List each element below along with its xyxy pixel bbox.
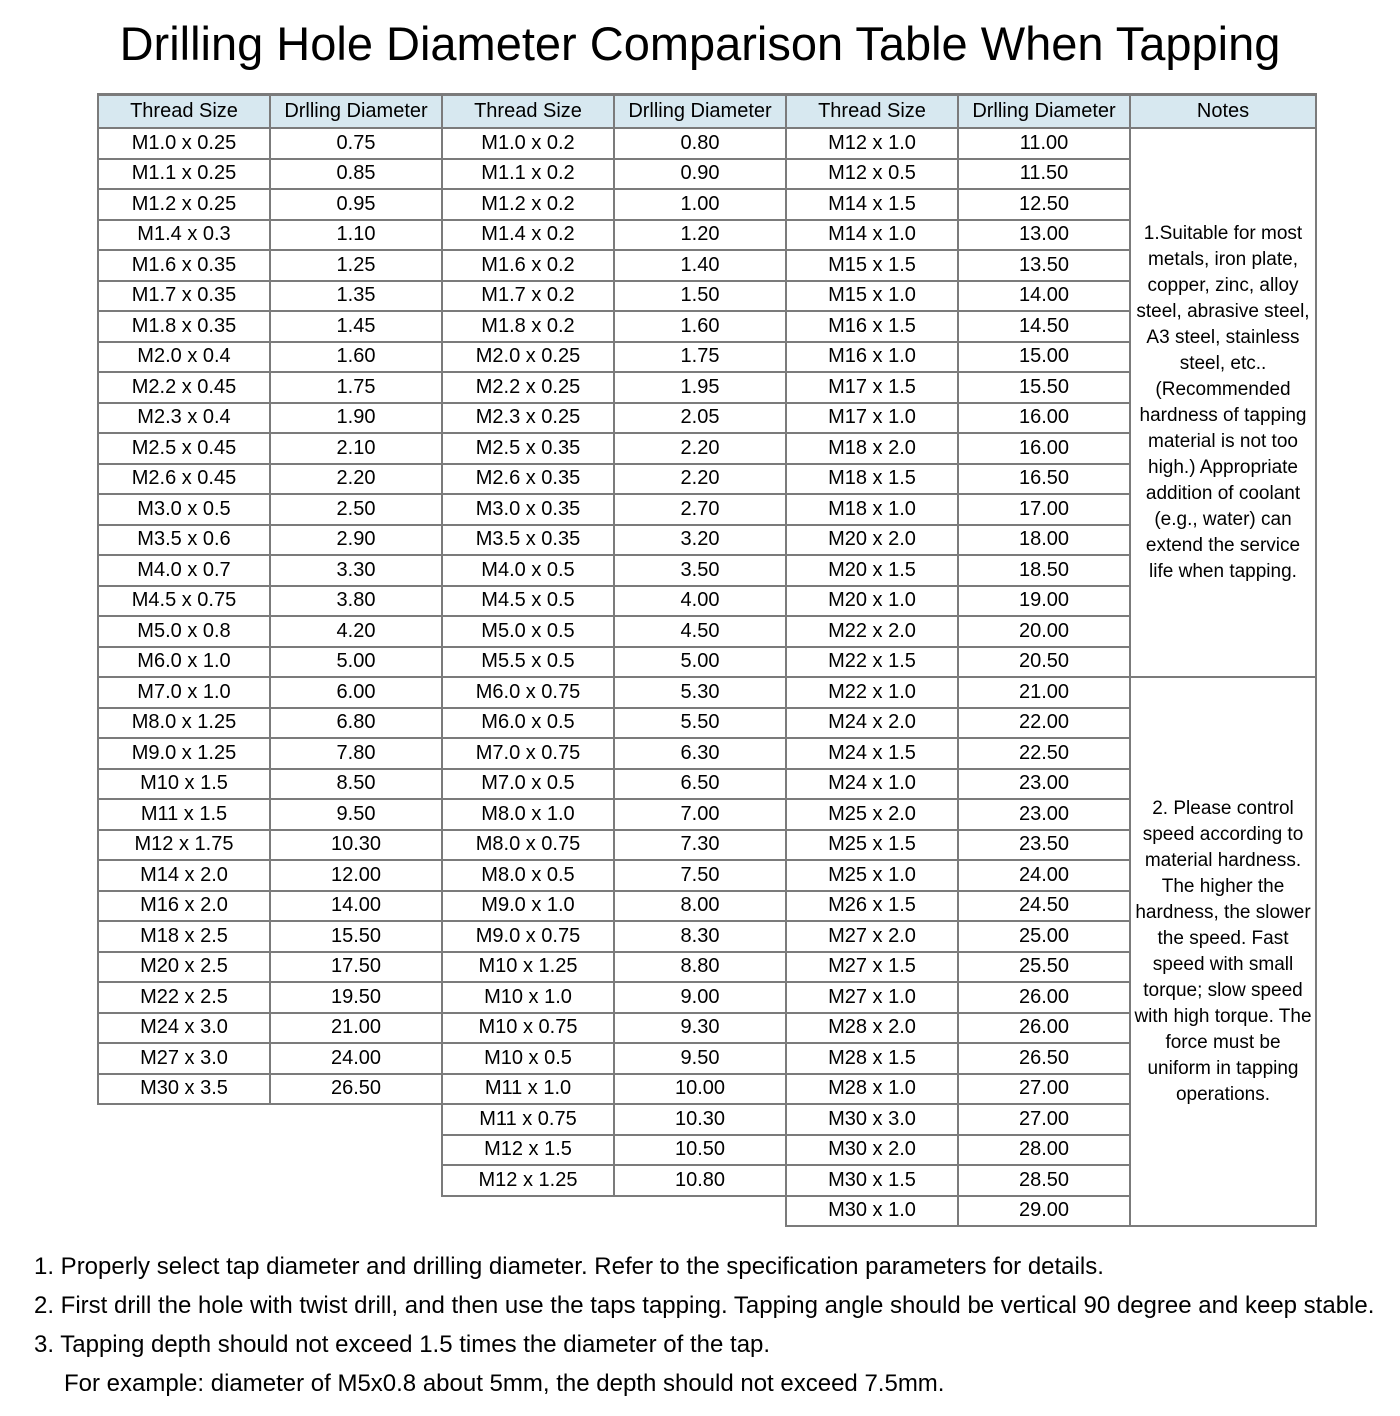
header-drilling-diameter-2: Drlling Diameter xyxy=(614,95,786,129)
drilling-diameter-cell: 28.50 xyxy=(958,1165,1130,1196)
drilling-diameter-cell: 2.20 xyxy=(270,464,442,495)
drilling-diameter-cell: 20.00 xyxy=(958,616,1130,647)
thread-size-cell: M27 x 2.0 xyxy=(786,921,958,952)
drilling-diameter-cell: 7.80 xyxy=(270,738,442,769)
drilling-diameter-cell: 5.30 xyxy=(614,677,786,708)
thread-size-cell: M24 x 1.5 xyxy=(786,738,958,769)
drilling-diameter-cell: 8.30 xyxy=(614,921,786,952)
thread-size-cell: M2.2 x 0.25 xyxy=(442,372,614,403)
drilling-diameter-cell: 10.30 xyxy=(614,1104,786,1135)
table-row xyxy=(98,677,1316,708)
header-drilling-diameter-1: Drlling Diameter xyxy=(270,95,442,129)
thread-size-cell: M18 x 1.5 xyxy=(786,464,958,495)
footer-line-4: For example: diameter of M5x0.8 about 5mm, the depth should not exceed 7.5mm. xyxy=(64,1370,945,1397)
footer-notes xyxy=(34,1253,1400,1398)
footer-line-3: 3. Tapping depth should not exceed 1.5 times the diameter of the tap. xyxy=(34,1331,771,1358)
thread-size-cell: M1.4 x 0.2 xyxy=(442,220,614,251)
thread-size-cell: M11 x 1.5 xyxy=(98,799,270,830)
drilling-diameter-cell: 27.00 xyxy=(958,1104,1130,1135)
drilling-diameter-cell: 22.50 xyxy=(958,738,1130,769)
empty-cell xyxy=(614,1196,786,1227)
thread-size-cell: M1.4 x 0.3 xyxy=(98,220,270,251)
thread-size-cell: M3.5 x 0.6 xyxy=(98,525,270,556)
drilling-diameter-cell: 14.00 xyxy=(958,281,1130,312)
thread-size-cell: M14 x 1.0 xyxy=(786,220,958,251)
thread-size-cell: M28 x 1.0 xyxy=(786,1074,958,1105)
thread-size-cell: M25 x 2.0 xyxy=(786,799,958,830)
thread-size-cell: M12 x 1.5 xyxy=(442,1135,614,1166)
thread-size-cell: M25 x 1.5 xyxy=(786,830,958,861)
thread-size-cell: M14 x 2.0 xyxy=(98,860,270,891)
thread-size-cell: M5.0 x 0.8 xyxy=(98,616,270,647)
drilling-diameter-cell: 3.20 xyxy=(614,525,786,556)
footer-line-2: 2. First drill the hole with twist drill, and then use the taps tapping. Tapping angle should be vertical 90 degree and keep stable. xyxy=(34,1292,1375,1319)
thread-size-cell: M4.0 x 0.7 xyxy=(98,555,270,586)
thread-size-cell: M3.5 x 0.35 xyxy=(442,525,614,556)
thread-size-cell: M12 x 1.25 xyxy=(442,1165,614,1196)
drilling-diameter-cell: 23.50 xyxy=(958,830,1130,861)
drilling-diameter-cell: 6.80 xyxy=(270,708,442,739)
thread-size-cell: M22 x 1.5 xyxy=(786,647,958,678)
thread-size-cell: M15 x 1.5 xyxy=(786,250,958,281)
drilling-diameter-cell: 1.95 xyxy=(614,372,786,403)
drilling-diameter-cell: 26.50 xyxy=(958,1043,1130,1074)
thread-size-cell: M20 x 1.0 xyxy=(786,586,958,617)
drilling-diameter-cell: 8.80 xyxy=(614,952,786,983)
drilling-diameter-cell: 22.00 xyxy=(958,708,1130,739)
drilling-diameter-cell: 1.75 xyxy=(270,372,442,403)
thread-size-cell: M22 x 2.0 xyxy=(786,616,958,647)
thread-size-cell: M18 x 2.5 xyxy=(98,921,270,952)
thread-size-cell: M2.6 x 0.45 xyxy=(98,464,270,495)
drilling-diameter-cell: 16.50 xyxy=(958,464,1130,495)
drilling-diameter-cell: 12.50 xyxy=(958,189,1130,220)
drilling-diameter-cell: 6.30 xyxy=(614,738,786,769)
drilling-diameter-cell: 9.50 xyxy=(614,1043,786,1074)
drilling-diameter-cell: 0.80 xyxy=(614,128,786,159)
thread-size-cell: M17 x 1.0 xyxy=(786,403,958,434)
thread-size-cell: M5.5 x 0.5 xyxy=(442,647,614,678)
drilling-diameter-cell: 1.20 xyxy=(614,220,786,251)
drilling-diameter-cell: 18.50 xyxy=(958,555,1130,586)
note-1: 1.Suitable for most metals, iron plate, copper, zinc, alloy steel, abrasive steel, A3 steel, stainless steel, etc..(Recommended hardness of tapping material is not too high.) Appropriate addition of coolant (e.g., water) can extend the service life when tapping. xyxy=(1130,128,1316,677)
drilling-diameter-cell: 3.50 xyxy=(614,555,786,586)
drilling-diameter-cell: 1.10 xyxy=(270,220,442,251)
thread-size-cell: M4.5 x 0.75 xyxy=(98,586,270,617)
thread-size-cell: M27 x 1.5 xyxy=(786,952,958,983)
drilling-diameter-cell: 23.00 xyxy=(958,769,1130,800)
thread-size-cell: M18 x 1.0 xyxy=(786,494,958,525)
drilling-diameter-cell: 15.50 xyxy=(958,372,1130,403)
drilling-diameter-cell: 2.90 xyxy=(270,525,442,556)
drilling-diameter-cell: 26.00 xyxy=(958,982,1130,1013)
drilling-diameter-cell: 10.80 xyxy=(614,1165,786,1196)
drilling-diameter-cell: 1.45 xyxy=(270,311,442,342)
thread-size-cell: M12 x 1.0 xyxy=(786,128,958,159)
thread-size-cell: M1.0 x 0.25 xyxy=(98,128,270,159)
empty-cell xyxy=(98,1196,270,1227)
drilling-diameter-cell: 23.00 xyxy=(958,799,1130,830)
drilling-diameter-cell: 25.00 xyxy=(958,921,1130,952)
drilling-diameter-cell: 17.00 xyxy=(958,494,1130,525)
thread-size-cell: M14 x 1.5 xyxy=(786,189,958,220)
drilling-diameter-cell: 14.00 xyxy=(270,891,442,922)
header-row xyxy=(98,95,1316,129)
drilling-diameter-cell: 24.00 xyxy=(958,860,1130,891)
drilling-diameter-cell: 15.50 xyxy=(270,921,442,952)
thread-size-cell: M12 x 1.75 xyxy=(98,830,270,861)
drilling-diameter-cell: 1.25 xyxy=(270,250,442,281)
drilling-comparison-table xyxy=(97,93,1317,1227)
thread-size-cell: M2.5 x 0.45 xyxy=(98,433,270,464)
thread-size-cell: M1.2 x 0.2 xyxy=(442,189,614,220)
drilling-diameter-cell: 24.00 xyxy=(270,1043,442,1074)
drilling-diameter-cell: 16.00 xyxy=(958,403,1130,434)
drilling-diameter-cell: 2.70 xyxy=(614,494,786,525)
thread-size-cell: M2.6 x 0.35 xyxy=(442,464,614,495)
thread-size-cell: M1.7 x 0.2 xyxy=(442,281,614,312)
thread-size-cell: M3.0 x 0.5 xyxy=(98,494,270,525)
thread-size-cell: M8.0 x 1.25 xyxy=(98,708,270,739)
thread-size-cell: M27 x 1.0 xyxy=(786,982,958,1013)
drilling-diameter-cell: 8.50 xyxy=(270,769,442,800)
thread-size-cell: M2.2 x 0.45 xyxy=(98,372,270,403)
drilling-diameter-cell: 1.50 xyxy=(614,281,786,312)
thread-size-cell: M11 x 1.0 xyxy=(442,1074,614,1105)
drilling-diameter-cell: 24.50 xyxy=(958,891,1130,922)
thread-size-cell: M1.6 x 0.2 xyxy=(442,250,614,281)
drilling-diameter-cell: 12.00 xyxy=(270,860,442,891)
empty-cell xyxy=(442,1196,614,1227)
drilling-diameter-cell: 6.00 xyxy=(270,677,442,708)
drilling-diameter-cell: 21.00 xyxy=(270,1013,442,1044)
note-2: 2. Please control speed according to material hardness. The higher the hardness, the slower the speed. Fast speed with small torque; slow speed with high torque. The force must be uniform in tapping operations. xyxy=(1130,677,1316,1226)
thread-size-cell: M3.0 x 0.35 xyxy=(442,494,614,525)
drilling-diameter-cell: 0.75 xyxy=(270,128,442,159)
empty-cell xyxy=(270,1165,442,1196)
thread-size-cell: M16 x 2.0 xyxy=(98,891,270,922)
drilling-diameter-cell: 18.00 xyxy=(958,525,1130,556)
thread-size-cell: M30 x 3.5 xyxy=(98,1074,270,1105)
thread-size-cell: M1.8 x 0.2 xyxy=(442,311,614,342)
thread-size-cell: M27 x 3.0 xyxy=(98,1043,270,1074)
drilling-diameter-cell: 11.50 xyxy=(958,159,1130,190)
page xyxy=(0,16,1400,1398)
header-drilling-diameter-3: Drlling Diameter xyxy=(958,95,1130,129)
thread-size-cell: M16 x 1.0 xyxy=(786,342,958,373)
thread-size-cell: M10 x 1.0 xyxy=(442,982,614,1013)
thread-size-cell: M20 x 1.5 xyxy=(786,555,958,586)
drilling-diameter-cell: 4.50 xyxy=(614,616,786,647)
thread-size-cell: M1.6 x 0.35 xyxy=(98,250,270,281)
thread-size-cell: M24 x 3.0 xyxy=(98,1013,270,1044)
drilling-diameter-cell: 20.50 xyxy=(958,647,1130,678)
thread-size-cell: M30 x 1.5 xyxy=(786,1165,958,1196)
thread-size-cell: M24 x 2.0 xyxy=(786,708,958,739)
drilling-diameter-cell: 27.00 xyxy=(958,1074,1130,1105)
thread-size-cell: M2.3 x 0.4 xyxy=(98,403,270,434)
drilling-diameter-cell: 6.50 xyxy=(614,769,786,800)
drilling-diameter-cell: 1.90 xyxy=(270,403,442,434)
drilling-diameter-cell: 5.00 xyxy=(270,647,442,678)
thread-size-cell: M6.0 x 0.75 xyxy=(442,677,614,708)
thread-size-cell: M8.0 x 0.5 xyxy=(442,860,614,891)
drilling-diameter-cell: 0.90 xyxy=(614,159,786,190)
drilling-diameter-cell: 2.20 xyxy=(614,464,786,495)
drilling-diameter-cell: 3.80 xyxy=(270,586,442,617)
drilling-diameter-cell: 13.50 xyxy=(958,250,1130,281)
drilling-diameter-cell: 26.00 xyxy=(958,1013,1130,1044)
thread-size-cell: M1.0 x 0.2 xyxy=(442,128,614,159)
drilling-diameter-cell: 21.00 xyxy=(958,677,1130,708)
drilling-diameter-cell: 4.00 xyxy=(614,586,786,617)
thread-size-cell: M26 x 1.5 xyxy=(786,891,958,922)
drilling-diameter-cell: 2.05 xyxy=(614,403,786,434)
drilling-diameter-cell: 15.00 xyxy=(958,342,1130,373)
drilling-diameter-cell: 10.50 xyxy=(614,1135,786,1166)
thread-size-cell: M4.5 x 0.5 xyxy=(442,586,614,617)
thread-size-cell: M24 x 1.0 xyxy=(786,769,958,800)
drilling-diameter-cell: 26.50 xyxy=(270,1074,442,1105)
drilling-diameter-cell: 10.00 xyxy=(614,1074,786,1105)
thread-size-cell: M2.0 x 0.25 xyxy=(442,342,614,373)
table-row xyxy=(98,128,1316,159)
empty-cell xyxy=(98,1104,270,1135)
empty-cell xyxy=(270,1196,442,1227)
drilling-diameter-cell: 16.00 xyxy=(958,433,1130,464)
empty-cell xyxy=(270,1135,442,1166)
thread-size-cell: M10 x 0.5 xyxy=(442,1043,614,1074)
thread-size-cell: M2.0 x 0.4 xyxy=(98,342,270,373)
header-thread-size-3: Thread Size xyxy=(786,95,958,129)
drilling-diameter-cell: 25.50 xyxy=(958,952,1130,983)
drilling-diameter-cell: 5.50 xyxy=(614,708,786,739)
drilling-diameter-cell: 1.60 xyxy=(614,311,786,342)
drilling-diameter-cell: 7.30 xyxy=(614,830,786,861)
drilling-diameter-cell: 4.20 xyxy=(270,616,442,647)
thread-size-cell: M10 x 1.5 xyxy=(98,769,270,800)
thread-size-cell: M6.0 x 1.0 xyxy=(98,647,270,678)
thread-size-cell: M9.0 x 0.75 xyxy=(442,921,614,952)
header-thread-size-2: Thread Size xyxy=(442,95,614,129)
thread-size-cell: M7.0 x 1.0 xyxy=(98,677,270,708)
drilling-diameter-cell: 11.00 xyxy=(958,128,1130,159)
drilling-diameter-cell: 10.30 xyxy=(270,830,442,861)
empty-cell xyxy=(98,1135,270,1166)
thread-size-cell: M2.5 x 0.35 xyxy=(442,433,614,464)
thread-size-cell: M30 x 3.0 xyxy=(786,1104,958,1135)
thread-size-cell: M16 x 1.5 xyxy=(786,311,958,342)
header-notes: Notes xyxy=(1130,95,1316,129)
thread-size-cell: M7.0 x 0.5 xyxy=(442,769,614,800)
drilling-diameter-cell: 19.00 xyxy=(958,586,1130,617)
thread-size-cell: M6.0 x 0.5 xyxy=(442,708,614,739)
thread-size-cell: M10 x 1.25 xyxy=(442,952,614,983)
drilling-diameter-cell: 0.85 xyxy=(270,159,442,190)
thread-size-cell: M25 x 1.0 xyxy=(786,860,958,891)
thread-size-cell: M5.0 x 0.5 xyxy=(442,616,614,647)
drilling-diameter-cell: 19.50 xyxy=(270,982,442,1013)
thread-size-cell: M22 x 2.5 xyxy=(98,982,270,1013)
footer-line-1: 1. Properly select tap diameter and drilling diameter. Refer to the specification parameters for details. xyxy=(34,1253,1104,1280)
drilling-diameter-cell: 1.00 xyxy=(614,189,786,220)
thread-size-cell: M28 x 2.0 xyxy=(786,1013,958,1044)
drilling-diameter-cell: 8.00 xyxy=(614,891,786,922)
drilling-diameter-cell: 13.00 xyxy=(958,220,1130,251)
thread-size-cell: M7.0 x 0.75 xyxy=(442,738,614,769)
drilling-diameter-cell: 9.30 xyxy=(614,1013,786,1044)
thread-size-cell: M1.2 x 0.25 xyxy=(98,189,270,220)
drilling-diameter-cell: 2.50 xyxy=(270,494,442,525)
drilling-diameter-cell: 7.00 xyxy=(614,799,786,830)
drilling-diameter-cell: 5.00 xyxy=(614,647,786,678)
drilling-diameter-cell: 1.75 xyxy=(614,342,786,373)
thread-size-cell: M12 x 0.5 xyxy=(786,159,958,190)
drilling-diameter-cell: 3.30 xyxy=(270,555,442,586)
drilling-diameter-cell: 28.00 xyxy=(958,1135,1130,1166)
thread-size-cell: M2.3 x 0.25 xyxy=(442,403,614,434)
thread-size-cell: M1.1 x 0.25 xyxy=(98,159,270,190)
thread-size-cell: M22 x 1.0 xyxy=(786,677,958,708)
drilling-diameter-cell: 2.20 xyxy=(614,433,786,464)
drilling-diameter-cell: 14.50 xyxy=(958,311,1130,342)
drilling-diameter-cell: 29.00 xyxy=(958,1196,1130,1227)
drilling-diameter-cell: 9.50 xyxy=(270,799,442,830)
thread-size-cell: M1.1 x 0.2 xyxy=(442,159,614,190)
thread-size-cell: M20 x 2.0 xyxy=(786,525,958,556)
thread-size-cell: M20 x 2.5 xyxy=(98,952,270,983)
page-title: Drilling Hole Diameter Comparison Table When Tapping xyxy=(119,17,1281,70)
drilling-diameter-cell: 9.00 xyxy=(614,982,786,1013)
thread-size-cell: M18 x 2.0 xyxy=(786,433,958,464)
thread-size-cell: M1.8 x 0.35 xyxy=(98,311,270,342)
thread-size-cell: M17 x 1.5 xyxy=(786,372,958,403)
drilling-diameter-cell: 1.60 xyxy=(270,342,442,373)
thread-size-cell: M9.0 x 1.25 xyxy=(98,738,270,769)
thread-size-cell: M10 x 0.75 xyxy=(442,1013,614,1044)
empty-cell xyxy=(98,1165,270,1196)
drilling-diameter-cell: 0.95 xyxy=(270,189,442,220)
thread-size-cell: M30 x 2.0 xyxy=(786,1135,958,1166)
thread-size-cell: M9.0 x 1.0 xyxy=(442,891,614,922)
drilling-diameter-cell: 1.35 xyxy=(270,281,442,312)
drilling-diameter-cell: 17.50 xyxy=(270,952,442,983)
drilling-diameter-cell: 2.10 xyxy=(270,433,442,464)
table-header xyxy=(98,95,1316,129)
header-thread-size-1: Thread Size xyxy=(98,95,270,129)
thread-size-cell: M1.7 x 0.35 xyxy=(98,281,270,312)
thread-size-cell: M4.0 x 0.5 xyxy=(442,555,614,586)
thread-size-cell: M15 x 1.0 xyxy=(786,281,958,312)
thread-size-cell: M11 x 0.75 xyxy=(442,1104,614,1135)
thread-size-cell: M30 x 1.0 xyxy=(786,1196,958,1227)
thread-size-cell: M28 x 1.5 xyxy=(786,1043,958,1074)
empty-cell xyxy=(270,1104,442,1135)
thread-size-cell: M8.0 x 0.75 xyxy=(442,830,614,861)
table-body xyxy=(98,128,1316,1226)
drilling-diameter-cell: 1.40 xyxy=(614,250,786,281)
thread-size-cell: M8.0 x 1.0 xyxy=(442,799,614,830)
drilling-diameter-cell: 7.50 xyxy=(614,860,786,891)
